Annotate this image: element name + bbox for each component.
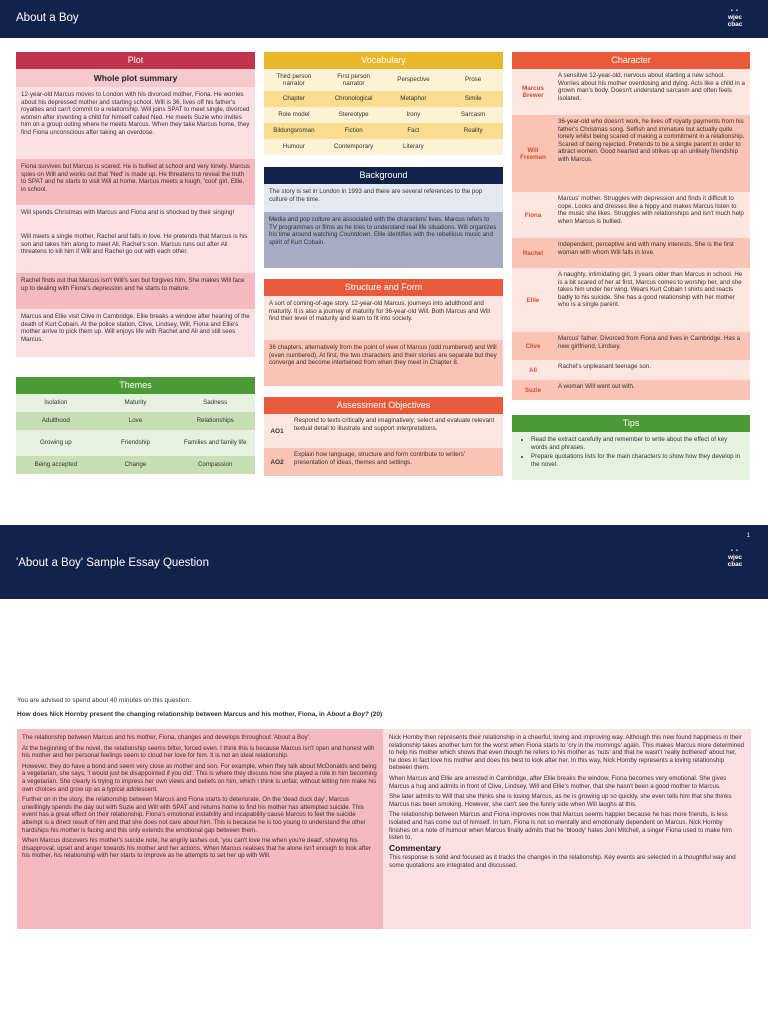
character-name: Will Freeman xyxy=(520,146,546,161)
character-name: Rachel xyxy=(522,249,544,257)
structure-paragraph: 36 chapters, alternatively from the point of view of Marcus (odd numbered) and Will (even numbered). At first, the two characters and their stories are separate but they converge and become intertwined from when they meet in Chapter 8. xyxy=(264,340,503,386)
character-row xyxy=(512,380,750,400)
character-desc: 36-year-old who doesn't work, he lives off royalty payments from his father's Christmas song. Selfish and immature but actually quite lonely whilst being scared of making a commitment in a relationship. Scared of being rejected. Pretends to be a single parent in order to attract women. Good hearted and strikes up an unlikely friendship with Marcus. xyxy=(558,118,745,163)
plot-paragraph: Rachel finds out that Marcus isn't Will's son but forgives him. She makes Will face up to dealing with Fiona's depression and he starts to mature. xyxy=(16,273,255,309)
character-name: Fiona xyxy=(524,211,542,219)
vocab-cell: Contemporary xyxy=(324,139,384,155)
theme-cell: Love xyxy=(96,412,176,430)
themes-header: Themes xyxy=(16,377,255,394)
character-desc: A naughty, intimidating girl, 3 years older than Marcus in school. He is a bit scared of her at first, Marcus comes to worship her, and she takes him under her wing. Wears Kurt Cobain t shirts and reacts badly to his suicide. She has a good relationship with her mother who is a single parent. xyxy=(558,271,743,309)
essay-paragraph: The relationship between Marcus and his mother, Fiona, changes and develops throughout 'About a Boy'. xyxy=(22,734,311,741)
wjec-logo: • • wjec cbac xyxy=(727,8,743,28)
character-desc: Rachel's unpleasant teenage son. xyxy=(558,363,652,370)
background-paragraph xyxy=(264,212,503,268)
theme-cell: Isolation xyxy=(16,394,96,412)
vocab-cell: Perspective xyxy=(384,69,444,91)
vocab-cell: Prose xyxy=(443,69,503,91)
essay-paragraph: When Marcus and Ellie are arrested in Cambridge, after Ellie breaks the window, Fiona becomes very emotional. She gives Marcus a hug and admits in front of Clive, Lindsey, Will and Ellie's mother, that she hasn't been a good mother to Marcus. xyxy=(389,774,727,790)
essay-left-column xyxy=(17,729,383,929)
essay-paragraph: However, they do have a bond and seem very close as mother and son. For example, when they talk about McDonalds and being a vegetarian, she says, 'I would just be disappointed if you did'. This is where they discuss how she played a role in him becoming a vegetarian. She clearly is trying to impress her own views and beliefs on him, which I think is unfair, without letting him make his own choices and grow up as a typical adolescent. xyxy=(22,762,377,793)
vocab-cell xyxy=(443,139,503,155)
vocab-cell: Literary xyxy=(384,139,444,155)
essay-paragraph: At the beginning of the novel, the relationship seems bitter, forced even. I think this is because Marcus isn't open and honest with his mother and her personal feelings seem to cloud her love for him. It is not an ideal relationship. xyxy=(22,744,375,760)
tips-section xyxy=(512,415,750,480)
background-paragraph: The story is set in London in 1993 and there are several references to the pop culture of the time. xyxy=(264,184,503,212)
plot-subheader: Whole plot summary xyxy=(16,69,255,87)
question-italic: About a Boy? xyxy=(326,711,369,718)
character-name: Marcus Brewer xyxy=(522,85,544,99)
logo-line1: wjec xyxy=(727,554,743,561)
theme-cell: Maturity xyxy=(96,394,176,412)
plot-section xyxy=(16,52,255,357)
essay-title: 'About a Boy' Sample Essay Question xyxy=(16,557,209,569)
background-section xyxy=(264,167,503,268)
character-row xyxy=(512,360,750,380)
character-row xyxy=(512,332,750,360)
vocab-cell: Fact xyxy=(384,123,444,139)
commentary-title: Commentary xyxy=(389,842,441,853)
theme-cell: Sadness xyxy=(175,394,255,412)
character-header: Character xyxy=(512,52,750,69)
ao-row xyxy=(264,448,503,476)
question-text: How does Nick Hornby present the changing relationship between Marcus and his mother, Fiona, in xyxy=(17,711,327,718)
essay-paragraph: Nick Hornby then represents their relationship in a cheerful, loving and improving way. Although this new found happiness in their relationship takes another turn for the worst when Fiona starts to 'cry in the mornings' again. This makes Marcus more determined to help his mother which shows that even though he refers to his mother as 'nuts' and that he wasn't 'really bothered' about her, he does in fact love his mother and does his best to look after her. In this way, Nick Hornby represents a loving relationship between them. xyxy=(389,734,745,772)
vocab-cell: Fiction xyxy=(324,123,384,139)
plot-paragraph: 12-year-old Marcus moves to London with his divorced mother, Fiona. He worries about his depressed mother and starting school. Will is 36, lives off his father's royalties and can't commit to a relationship. Will joins SPAT to meet single, divorced women after inventing a child for himself called Ned. He meets Suzie who invites him on a group outing where he meets Marcus. When they take Marcus home, they find Fiona unconscious after taking an overdose. xyxy=(16,87,255,159)
background-italic: Countdown xyxy=(339,231,371,239)
themes-grid xyxy=(16,394,255,474)
essay-paragraph: Further on in the story, the relationship between Marcus and Fiona starts to deteriorate. On the 'dead duck day', Marcus unwillingly spends the day out with Suzie and Will with SPAT and returns home to find his mother has attempted suicide. This event has a great effect on their relationship. Fiona's emotional instability and incapability cause Marcus to feel the suicide attempt is a direct result of him and that she does not care about him. This is because he is too young to understand the other hardships his mother is facing and this only extends the emotional gap between them. xyxy=(22,796,366,834)
theme-cell: Growing up xyxy=(16,430,96,456)
essay-question xyxy=(17,711,752,718)
tips-header: Tips xyxy=(512,415,750,432)
vocabulary-header: Vocabulary xyxy=(264,52,503,69)
character-desc: Marcus' father. Divorced from Fiona and lives in Cambridge. Has a new girlfriend, Lindsey. xyxy=(558,335,741,350)
ao-desc: Explain how language, structure and form contribute to writers' presentation of ideas, themes and settings. xyxy=(294,451,466,466)
character-desc: A woman Will went out with. xyxy=(558,383,635,390)
plot-paragraph: Will meets a single mother, Rachel and falls in love. He pretends that Marcus is his son and takes him along to meet Ali, Rachel's son. Marcus runs out after Ali threatens to kill him if Will and Rachel go out with each other. xyxy=(16,229,255,273)
essay-instruction: You are advised to spend about 40 minutes on this question. xyxy=(17,697,191,704)
theme-cell: Adulthood xyxy=(16,412,96,430)
essay-paragraph: She later admits to Will that she thinks she is losing Marcus, as he is growing up so quickly, she even tells him that she thinks Marcus has been smoking. However, she can't see the funny side when Will laughs at this. xyxy=(389,793,732,808)
structure-paragraph: A sort of coming-of-age story. 12-year-old Marcus, journeys into adulthood and maturity. It is also a journey of maturity for 36-year-old Will. Both Marcus and Will find their level of maturity and learn to fit into society. xyxy=(264,296,503,340)
character-section xyxy=(512,52,750,400)
tip-item: • Read the extract carefully and remember to write about the effect of key words and phrases. xyxy=(531,436,745,451)
themes-section xyxy=(16,377,255,474)
page2-header xyxy=(0,525,768,599)
assessment-header: Assessment Objectives xyxy=(264,397,503,414)
theme-cell: Relationships xyxy=(175,412,255,430)
background-text: . Ellie identifies with the rebellious music and spirit of Kurt Cobain. xyxy=(269,231,493,246)
theme-cell: Being accepted xyxy=(16,456,96,474)
logo-line2: cbac xyxy=(727,561,743,568)
character-desc: A sensitive 12-year-old, nervous about starting a new school. Worries about his mother overdosing and dying. Acts like a child in a grown man's body. Doesn't understand sarcasm and often feels isolated. xyxy=(558,72,745,102)
wjec-logo: • • wjec cbac xyxy=(727,548,743,568)
logo-line2: cbac xyxy=(727,21,743,28)
plot-paragraph: Will spends Christmas with Marcus and Fiona and is shocked by their singing! xyxy=(16,205,255,229)
vocab-cell: Sarcasm xyxy=(443,107,503,123)
theme-cell: Change xyxy=(96,456,176,474)
ao-row xyxy=(264,414,503,448)
vocab-cell: Third person narrator xyxy=(264,69,324,91)
vocab-cell: First person narrator xyxy=(324,69,384,91)
logo-line1: wjec xyxy=(727,14,743,21)
character-row xyxy=(512,69,750,115)
ao-desc: Respond to texts critically and imaginatively; select and evaluate relevant textual detail to illustrate and support interpretations. xyxy=(294,417,495,432)
background-text: Media and pop culture are associated with the characters' lives. Marcus refers to TV programmes or films as he tries to understand real life situations. Will organizes his time around watching xyxy=(269,216,497,239)
tips-list xyxy=(512,432,750,480)
vocab-cell: Bildungsroman xyxy=(264,123,324,139)
character-desc: Marcus' mother. Struggles with depression and finds it difficult to cope. Looks and dresses like a hippy and makes Marcus listen to the music she likes. Struggles with relationships and isn't much help when Marcus is bullied. xyxy=(558,195,744,225)
question-marks: (20) xyxy=(368,711,383,718)
ao-code: AO1 xyxy=(270,427,284,435)
essay-paragraph: When Marcus discovers his mother's suicide note, he angrily lashes out, 'you can't love me when you're dead', showing his disapproval, upset and anger towards his mother and her actions. When Marcus realises that he alone isn't enough to look after his mother, his relationship with her starts to improve as he attempts to set her up with Will. xyxy=(22,837,371,860)
vocab-cell: Irony xyxy=(384,107,444,123)
essay-right-column xyxy=(383,729,751,929)
page-number: 1 xyxy=(746,533,750,539)
structure-section xyxy=(264,279,503,386)
theme-cell: Friendship xyxy=(96,430,176,456)
essay-paragraph: The relationship between Marcus and Fiona improves now that Marcus seems happier because he has more friends, is less isolated and has come out of himself. In turn, Fiona is not so mentally and emotionally dependent on Marcus. Nick Hornby finishes on a note of humour when Marcus finally admits that he 'bloody' hates Joni Mitchell, a singer Fiona used to make him listen to. xyxy=(389,811,732,842)
character-row xyxy=(512,238,750,268)
character-row xyxy=(512,115,750,192)
character-name: Ellie xyxy=(526,296,540,304)
structure-header: Structure and Form xyxy=(264,279,503,296)
theme-cell: Compassion xyxy=(175,456,255,474)
vocab-cell: Humour xyxy=(264,139,324,155)
vocab-cell: Chapter xyxy=(264,91,324,107)
vocab-cell: Chronological xyxy=(324,91,384,107)
plot-paragraph: Fiona survives but Marcus is scared. He is bullied at school and very lonely. Marcus spies on Will and works out that 'Ned' is made up. He threatens to reveal the truth to SPAT and he starts to visit Will at home. Marcus meets a tough, 'cool' girl, Ellie, in school. xyxy=(16,159,255,205)
vocab-cell: Metaphor xyxy=(384,91,444,107)
tip-item: • Prepare quotations lists for the main characters to show how they develop in the novel. xyxy=(531,453,745,468)
assessment-section xyxy=(264,397,503,476)
vocabulary-section xyxy=(264,52,503,155)
character-name: Ali xyxy=(529,366,537,374)
ao-code: AO2 xyxy=(270,458,284,466)
vocab-cell: Reality xyxy=(443,123,503,139)
plot-header: Plot xyxy=(16,52,255,69)
character-desc: Independent, perceptive and with many interests. She is the first woman with whom Will falls in love. xyxy=(558,241,734,256)
vocab-cell: Stereotype xyxy=(324,107,384,123)
vocabulary-grid xyxy=(264,69,503,155)
vocab-cell: Simile xyxy=(443,91,503,107)
character-row xyxy=(512,192,750,238)
commentary-text: This response is solid and focused as it tracks the changes in the relationship. Key events are selected in a thoughtful way and some quotations are integrated and discussed. xyxy=(389,854,736,869)
background-header: Background xyxy=(264,167,503,184)
vocab-cell: Role model xyxy=(264,107,324,123)
page-title: About a Boy xyxy=(16,12,79,24)
page1-header xyxy=(0,0,768,38)
character-name: Suzie xyxy=(524,386,542,394)
plot-paragraph: Marcus and Ellie visit Clive in Cambridge. Ellie breaks a window after hearing of the death of Kurt Cobain. At the police station, Clive, Lindsey, Will, Fiona and Ellie's mother arrive to pick them up. Will enjoys life with Rachel and Ali and still sees Marcus. xyxy=(16,309,255,357)
character-row xyxy=(512,268,750,332)
character-name: Clive xyxy=(525,342,541,350)
theme-cell: Families and family life xyxy=(175,430,255,456)
